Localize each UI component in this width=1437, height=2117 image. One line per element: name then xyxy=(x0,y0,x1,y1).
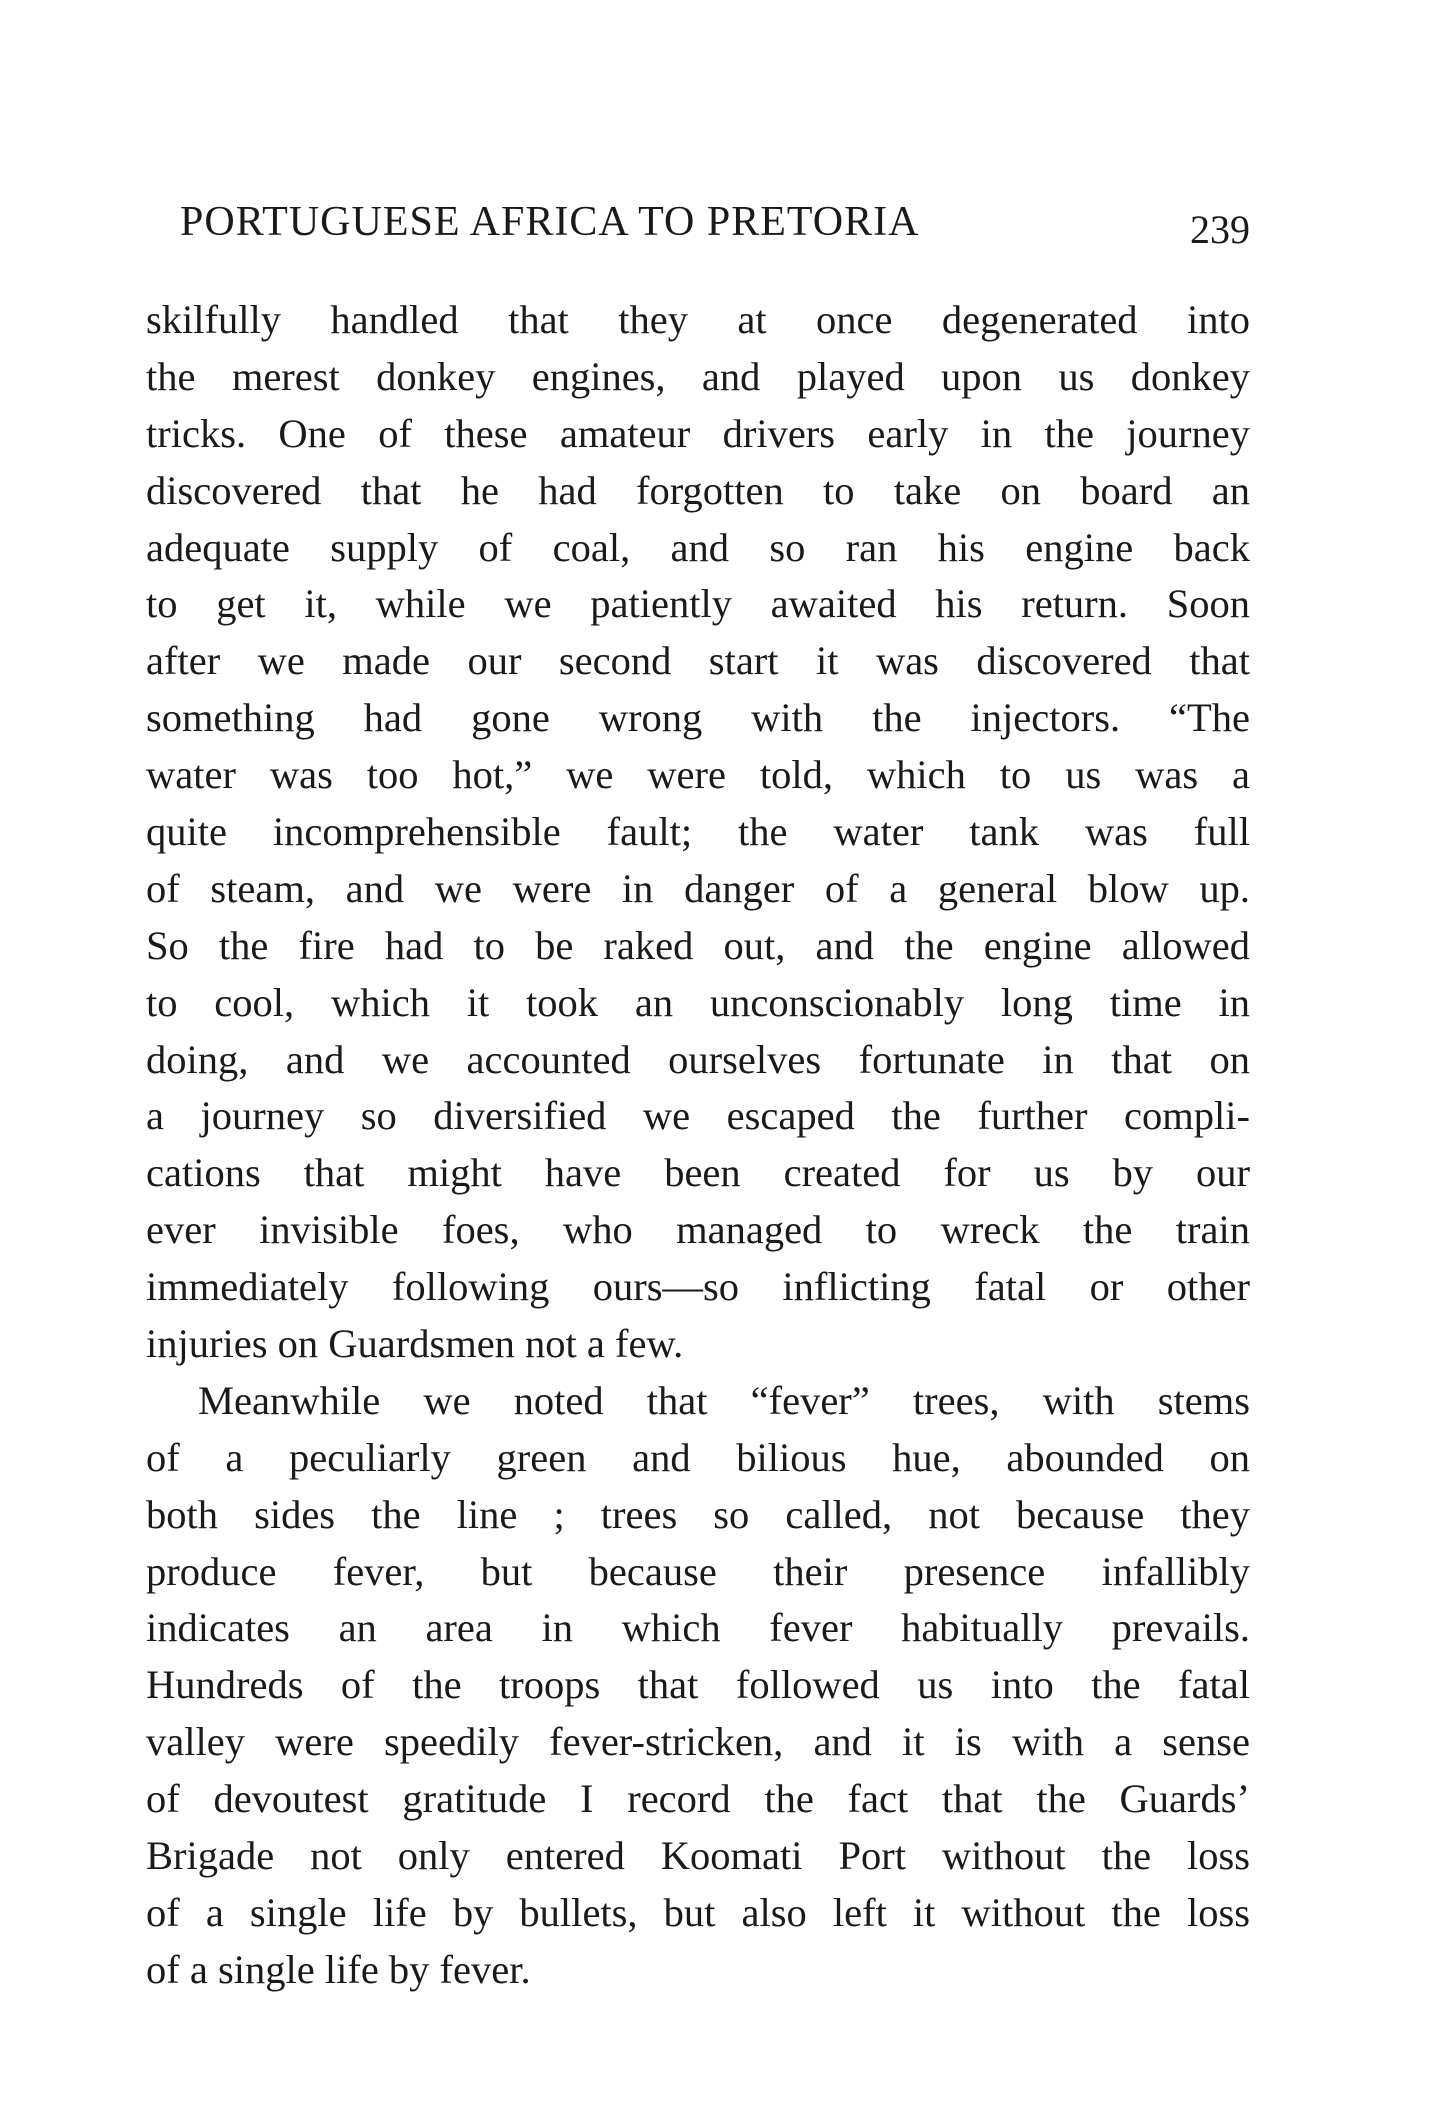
text-line: of a single life by bullets, but also left it without the loss xyxy=(146,1889,1250,1935)
text-line: indicates an area in which fever habitually prevails. xyxy=(146,1605,1250,1651)
text-line: Hundreds of the troops that followed us into the fatal xyxy=(146,1662,1250,1708)
running-header xyxy=(180,198,1250,258)
text-line: to cool, which it took an unconscionably long time in xyxy=(146,979,1250,1025)
text-line: a journey so diversified we escaped the further compli- xyxy=(146,1093,1250,1139)
page-number: 239 xyxy=(1190,207,1250,252)
text-line: immediately following ours—so inflicting fatal or other xyxy=(146,1264,1250,1310)
text-line: produce fever, but because their presence infallibly xyxy=(146,1548,1250,1594)
text-line: both sides the line ; trees so called, not because they xyxy=(146,1491,1250,1537)
text-line: quite incomprehensible fault; the water tank was full xyxy=(146,809,1250,855)
text-line: Brigade not only entered Koomati Port without the loss xyxy=(146,1833,1250,1879)
text-line: of a single life by fever. xyxy=(146,1946,531,1992)
text-line: skilfully handled that they at once degenerated into xyxy=(146,297,1250,342)
text-line: of a peculiarly green and bilious hue, abounded on xyxy=(146,1434,1250,1480)
page-body xyxy=(146,292,1250,1999)
text-line: ever invisible foes, who managed to wreck the train xyxy=(146,1207,1250,1253)
text-line: discovered that he had forgotten to take on board an xyxy=(146,467,1250,513)
text-line: cations that might have been created for us by our xyxy=(146,1150,1250,1196)
text-line: doing, and we accounted ourselves fortunate in that on xyxy=(146,1036,1250,1082)
text-line: something had gone wrong with the injectors. “The xyxy=(146,695,1250,741)
paragraph xyxy=(146,1373,1250,1999)
text-line: water was too hot,” we were told, which to us was a xyxy=(146,752,1250,798)
text-line: Meanwhile we noted that “fever” trees, with stems xyxy=(198,1377,1250,1423)
text-line: the merest donkey engines, and played upon us donkey xyxy=(146,353,1250,399)
text-line: after we made our second start it was discovered that xyxy=(146,638,1250,684)
text-line: valley were speedily fever-stricken, and it is with a sense xyxy=(146,1719,1250,1765)
text-line: to get it, while we patiently awaited his return. Soon xyxy=(146,581,1250,627)
text-line: tricks. One of these amateur drivers early in the journey xyxy=(146,410,1250,456)
text-line: injuries on Guardsmen not a few. xyxy=(146,1321,684,1367)
text-line: adequate supply of coal, and so ran his engine back xyxy=(146,524,1250,570)
text-line: of steam, and we were in danger of a general blow up. xyxy=(146,865,1250,911)
paragraph xyxy=(146,292,1250,1373)
text-line: of devoutest gratitude I record the fact that the Guards’ xyxy=(146,1776,1250,1822)
text-line: So the fire had to be raked out, and the engine allowed xyxy=(146,922,1250,968)
running-title: PORTUGUESE AFRICA TO PRETORIA xyxy=(180,199,920,245)
